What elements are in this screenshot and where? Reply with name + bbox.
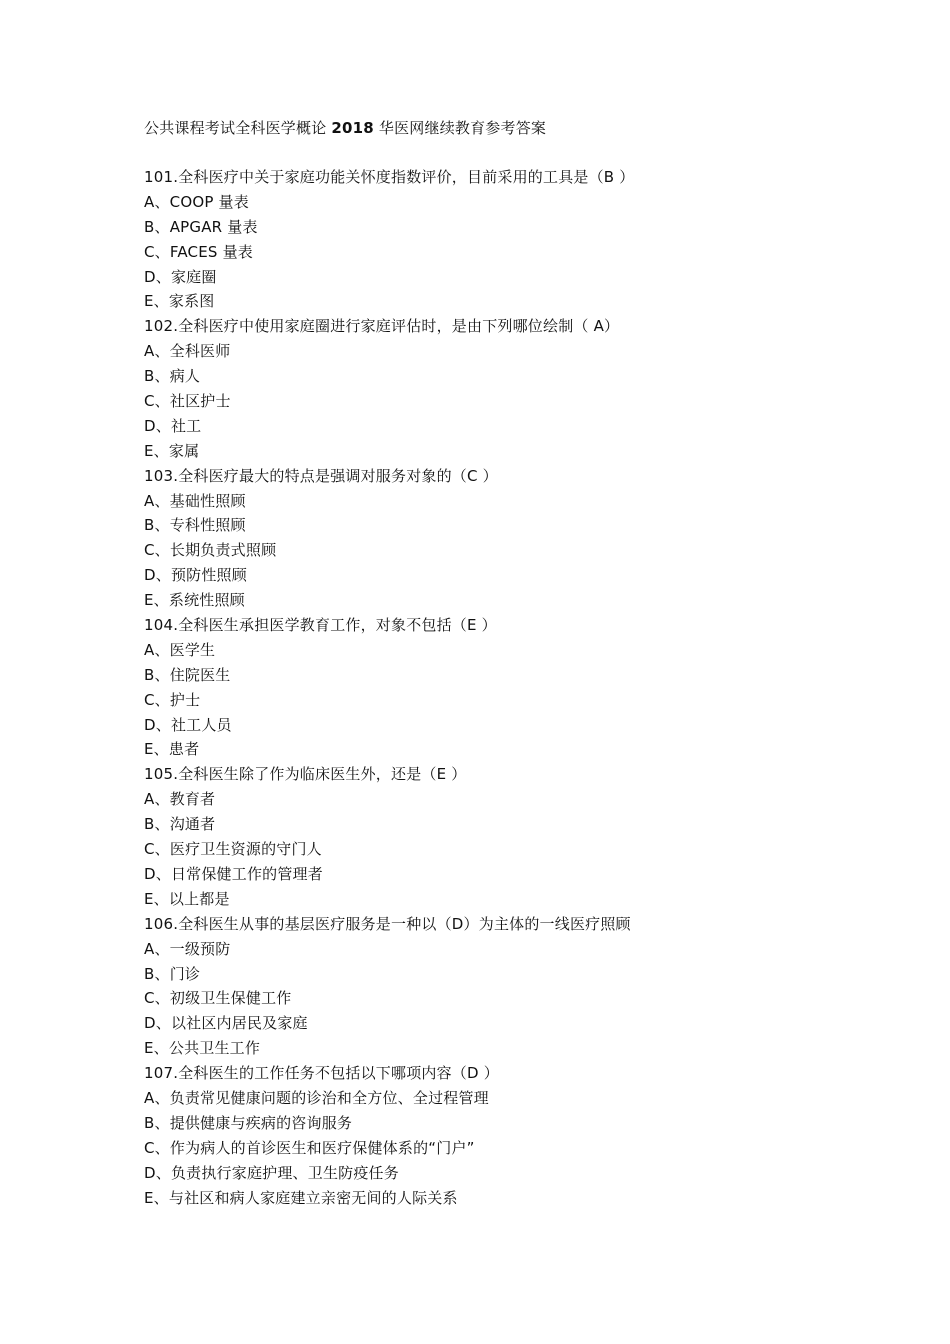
option-d: D、日常保健工作的管理者 xyxy=(144,864,323,883)
title-suffix: 华医网继续教育参考答案 xyxy=(378,119,547,137)
option-c: C、长期负责式照顾 xyxy=(144,541,277,560)
option-c: C、初级卫生保健工作 xyxy=(144,989,292,1008)
option-a: A、负责常见健康问题的诊治和全方位、全过程管理 xyxy=(144,1088,489,1107)
option-b: B、住院医生 xyxy=(144,665,231,684)
option-b: B、沟通者 xyxy=(144,815,216,834)
option-c: C、社区护士 xyxy=(144,392,231,411)
option-b: B、病人 xyxy=(144,367,201,386)
option-a: A、基础性照顾 xyxy=(144,491,246,510)
title-year: 2018 xyxy=(331,119,374,137)
option-e: E、家属 xyxy=(144,441,200,460)
question-stem: 101.全科医疗中关于家庭功能关怀度指数评价，目前采用的工具是（B ） xyxy=(144,168,635,186)
option-d: D、以社区内居民及家庭 xyxy=(144,1014,308,1033)
title-prefix: 公共课程考试 xyxy=(144,119,236,137)
option-e: E、患者 xyxy=(144,740,200,759)
option-e: E、系统性照顾 xyxy=(144,591,245,610)
option-e: E、公共卫生工作 xyxy=(144,1039,261,1058)
option-b: B、门诊 xyxy=(144,964,201,983)
title-course: 全科医学概论 xyxy=(235,119,327,137)
option-b: B、专科性照顾 xyxy=(144,516,246,535)
question-stem: 103.全科医疗最大的特点是强调对服务对象的（C ） xyxy=(144,466,498,485)
question-list xyxy=(144,165,864,1210)
option-d: D、负责执行家庭护理、卫生防疫任务 xyxy=(144,1163,399,1182)
option-a: A、COOP 量表 xyxy=(144,192,249,211)
option-a: A、教育者 xyxy=(144,790,216,809)
option-a: A、全科医师 xyxy=(144,342,231,361)
question-stem: 106.全科医生从事的基层医疗服务是一种以（D）为主体的一线医疗照顾 xyxy=(144,914,631,933)
question-stem: 104.全科医生承担医学教育工作，对象不包括（E ） xyxy=(144,616,497,635)
question-stem: 107.全科医生的工作任务不包括以下哪项内容（D ） xyxy=(144,1064,499,1083)
option-c: C、护士 xyxy=(144,690,201,709)
option-d: D、社工 xyxy=(144,416,202,435)
option-d: D、家庭圈 xyxy=(144,267,217,286)
option-e: E、家系图 xyxy=(144,292,215,311)
option-a: A、医学生 xyxy=(144,640,216,659)
option-c: C、作为病人的首诊医生和医疗保健体系的“门户” xyxy=(144,1138,475,1157)
question-stem: 105.全科医生除了作为临床医生外，还是（E ） xyxy=(144,765,467,784)
option-d: D、社工人员 xyxy=(144,715,232,734)
question-stem: 102.全科医疗中使用家庭圈进行家庭评估时，是由下列哪位绘制（ A） xyxy=(144,317,620,336)
option-a: A、一级预防 xyxy=(144,939,231,958)
option-d: D、预防性照顾 xyxy=(144,566,247,585)
option-b: B、APGAR 量表 xyxy=(144,217,258,236)
document-title xyxy=(144,116,546,140)
option-b: B、提供健康与疾病的咨询服务 xyxy=(144,1113,353,1132)
option-e: E、以上都是 xyxy=(144,889,230,908)
option-c: C、医疗卫生资源的守门人 xyxy=(144,840,322,859)
option-e: E、与社区和病人家庭建立亲密无间的人际关系 xyxy=(144,1188,458,1207)
option-c: C、FACES 量表 xyxy=(144,242,253,261)
